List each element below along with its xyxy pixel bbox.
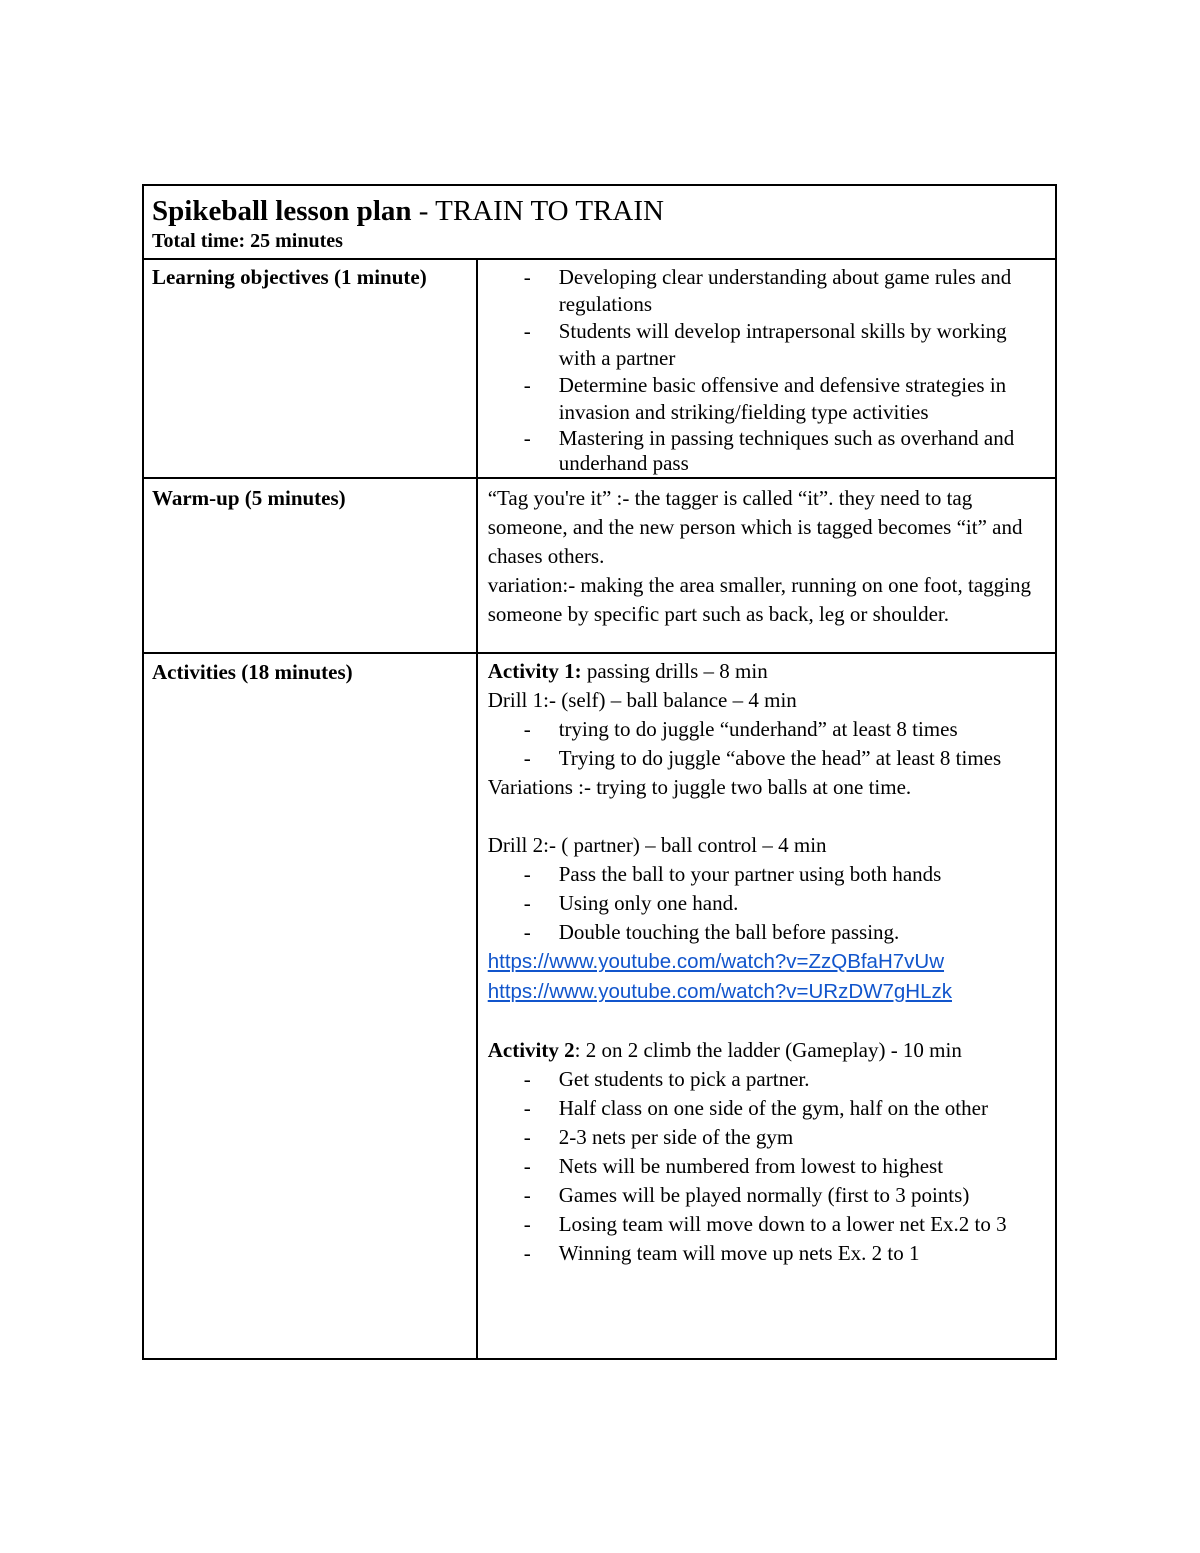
warmup-label-cell: [143, 478, 477, 653]
activity-1-heading-bold: Activity 1:: [487, 659, 582, 683]
activity-2-heading: [488, 1036, 1047, 1065]
list-item: - Losing team will move down to a lower net Ex.2 to 3: [488, 1210, 1047, 1239]
activity-2-heading-bold: Activity 2: [487, 1038, 575, 1062]
learning-objectives-row: [143, 259, 1056, 478]
activities-label: Activities (18 minutes): [152, 660, 353, 684]
warmup-description: “Tag you're it” :- the tagger is called “it”. they need to tag someone, and the new person which is tagged becomes “it” and chases others.: [487, 486, 1023, 568]
activity-1-heading-rest: passing drills – 8 min: [581, 659, 768, 683]
title-row: [143, 185, 1056, 259]
title-bold: Spikeball lesson plan: [152, 195, 412, 227]
list-item: - Using only one hand.: [488, 889, 1047, 918]
learning-objectives-label: Learning objectives (1 minute): [152, 265, 427, 289]
learning-objectives-label-cell: [143, 259, 477, 478]
list-item: - Determine basic offensive and defensive strategies in invasion and striking/fielding type activities: [488, 372, 1047, 426]
list-item: - Get students to pick a partner.: [488, 1065, 1047, 1094]
warmup-row: [143, 478, 1056, 653]
drill-1-title: Drill 1:- (self) – ball balance – 4 min: [487, 688, 797, 712]
list-item: - Trying to do juggle “above the head” at least 8 times: [488, 744, 1047, 773]
drill-1-variations: Variations :- trying to juggle two balls at one time.: [487, 775, 912, 799]
youtube-link-2[interactable]: https://www.youtube.com/watch?v=URzDW7gHLzk: [487, 980, 952, 1003]
list-item: - Mastering in passing techniques such as overhand and underhand pass: [488, 426, 1047, 476]
list-item: - Games will be played normally (first to 3 points): [488, 1181, 1047, 1210]
list-item: - Half class on one side of the gym, half on the other: [488, 1094, 1047, 1123]
learning-objectives-list: [488, 264, 1047, 476]
activities-row: [143, 653, 1056, 1359]
page-title: [152, 192, 1047, 230]
spacer: [488, 802, 1047, 831]
activities-label-cell: [143, 653, 477, 1359]
list-item: - Double touching the ball before passing.: [488, 918, 1047, 947]
title-rest: - TRAIN TO TRAIN: [411, 195, 664, 227]
list-item: - Students will develop intrapersonal skills by working with a partner: [488, 318, 1047, 372]
spacer: [488, 1007, 1047, 1036]
drill-2-title: Drill 2:- ( partner) – ball control – 4 min: [487, 833, 827, 857]
list-item: - Developing clear understanding about game rules and regulations: [488, 264, 1047, 318]
warmup-content-cell: [477, 478, 1056, 653]
title-cell: [143, 185, 1056, 259]
list-item: - 2-3 nets per side of the gym: [488, 1123, 1047, 1152]
activity-1-heading: [488, 657, 1047, 686]
list-item: - Pass the ball to your partner using both hands: [488, 860, 1047, 889]
list-item: - Winning team will move up nets Ex. 2 to 1: [488, 1239, 1047, 1268]
warmup-label: Warm-up (5 minutes): [152, 486, 346, 510]
activity-2-list: [488, 1065, 1047, 1268]
youtube-link-1[interactable]: https://www.youtube.com/watch?v=ZzQBfaH7vUw: [487, 950, 945, 973]
total-time: Total time: 25 minutes: [152, 230, 343, 252]
drill-1-list: [488, 715, 1047, 773]
lesson-plan-table: [142, 184, 1057, 1360]
activity-2-heading-rest: : 2 on 2 climb the ladder (Gameplay) - 10 min: [574, 1038, 962, 1062]
drill-2-list: [488, 860, 1047, 947]
learning-objectives-content-cell: [477, 259, 1056, 478]
list-item: - trying to do juggle “underhand” at least 8 times: [488, 715, 1047, 744]
activities-content-cell: [477, 653, 1056, 1359]
warmup-variation: variation:- making the area smaller, running on one foot, tagging someone by specific part such as back, leg or shoulder.: [487, 573, 1031, 626]
list-item: - Nets will be numbered from lowest to highest: [488, 1152, 1047, 1181]
